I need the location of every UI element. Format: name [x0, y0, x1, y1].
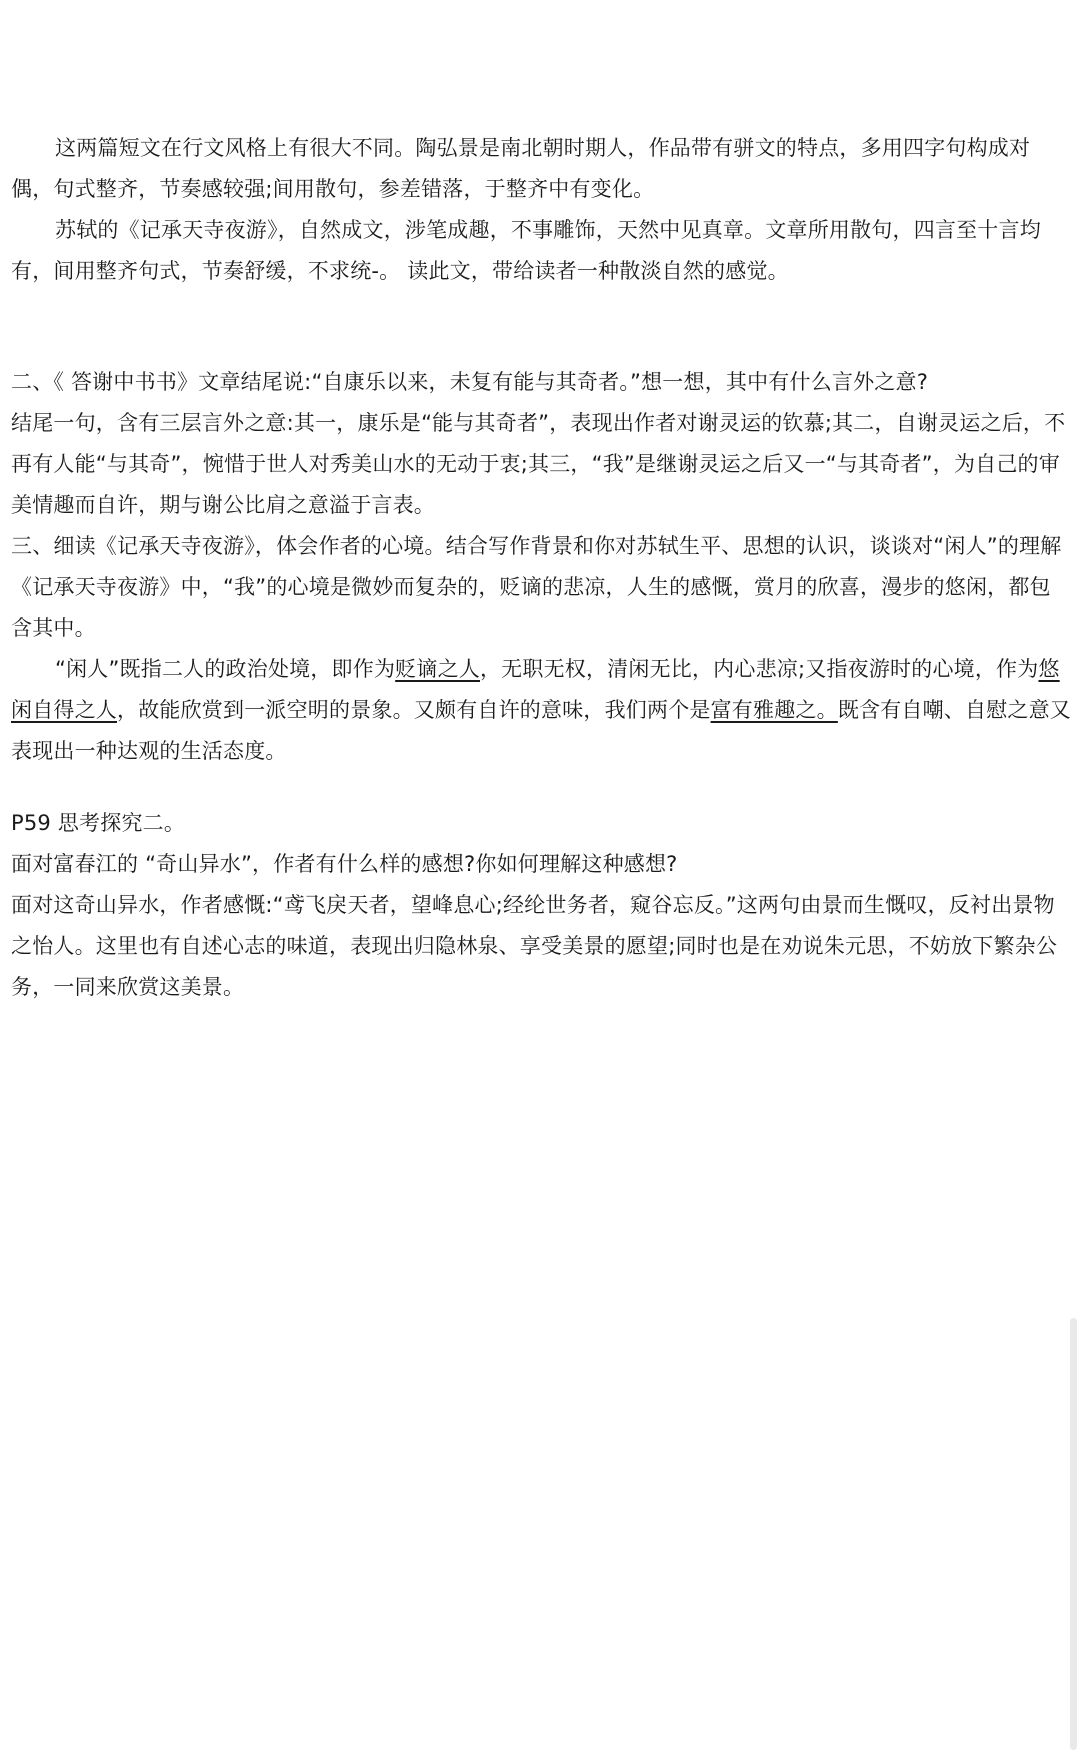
- answer-text: ，无职无权，清闲无比，内心悲凉;又指夜游时的心境，作为: [479, 657, 1039, 681]
- p59-answer: 面对这奇山异水，作者感慨:“鸢飞戾天者，望峰息心;经纶世务者，窥谷忘反。”这两句由景而生慨叹，反衬出景物之怡人。这里也有自述心志的味道，表现出归隐林泉、享受美景的愿望;同时也是在劝说朱元思，不妨放下繁杂公务，一同来欣赏这美景。: [11, 893, 1058, 999]
- paragraph-su-shi-style: 苏轼的《记承天寺夜游》，自然成文，涉笔成趣，不事雕饰，天然中见真章。文章所用散句，四言至十言均有，间用整齐句式，节奏舒缓，不求统-。 读此文，带给读者一种散淡自然的感觉。: [11, 218, 1041, 283]
- underlined-phrase: 悠闲自得之人: [11, 657, 1060, 722]
- document-body: [11, 128, 1071, 1008]
- answer-text: “闲人”既指二人的政治处境，即作为: [55, 657, 396, 681]
- question-three: 三、细读《记承天寺夜游》，体会作者的心境。结合写作背景和你对苏轼生平、思想的认识，谈谈对“闲人”的理解: [11, 534, 1062, 558]
- underlined-phrase: 贬谪之人: [395, 657, 480, 681]
- p59-question: 面对富春江的 “奇山异水”，作者有什么样的感想?你如何理解这种感想?: [11, 852, 678, 876]
- vertical-scrollbar[interactable]: [1070, 1318, 1077, 1750]
- answer-three-part-two: [11, 649, 1071, 772]
- question-two: 二、《 答谢中书书》文章结尾说:“自康乐以来，未复有能与其奇者。”想一想，其中有什么言外之意?: [11, 370, 929, 394]
- underlined-phrase: 富有雅趣之。: [710, 698, 838, 722]
- section-spacer: [11, 292, 1071, 362]
- answer-text: 既含有自嘲、自慰之意又表现出一种达观的生活态度。: [11, 698, 1072, 763]
- p59-heading: P59 思考探究二。: [11, 811, 186, 835]
- section-spacer: [11, 772, 1071, 803]
- paragraph-style-comparison: 这两篇短文在行文风格上有很大不同。陶弘景是南北朝时期人，作品带有骈文的特点，多用四字句构成对偶，句式整齐，节奏感较强;间用散句，参差错落，于整齐中有变化。: [11, 136, 1031, 201]
- answer-text: ，故能欣赏到一派空明的景象。又颇有自许的意味，我们两个是: [117, 698, 711, 722]
- answer-three-part-one: 《记承天寺夜游》中，“我”的心境是微妙而复杂的，贬谪的悲凉，人生的感慨，赏月的欣喜，漫步的悠闲，都包含其中。: [11, 575, 1051, 640]
- answer-two: 结尾一句，含有三层言外之意:其一，康乐是“能与其奇者”，表现出作者对谢灵运的钦慕;其二，自谢灵运之后，不再有人能“与其奇”，惋惜于世人对秀美山水的无动于衷;其三，“我”是继谢灵运之后又一“与其奇者”，为自己的审美情趣而自许，期与谢公比肩之意溢于言表。: [11, 411, 1066, 517]
